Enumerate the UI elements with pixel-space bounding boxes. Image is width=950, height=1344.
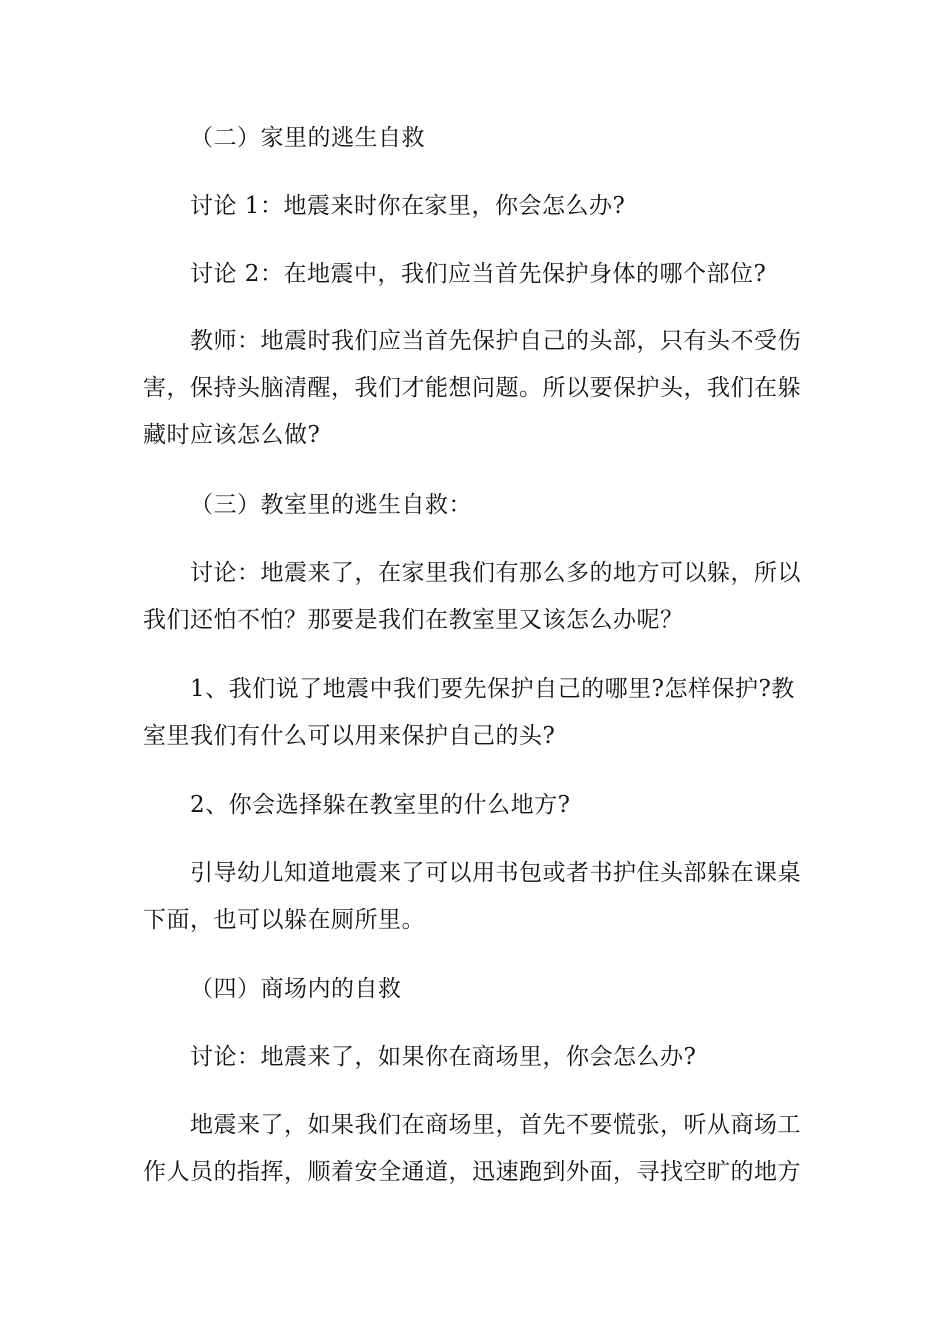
discussion-mall: 讨论：地震来了，如果你在商场里，你会怎么办?: [190, 1044, 697, 1070]
guidance-paragraph: 引导幼儿知道地震来了可以用书包或者书护住头部躲在课桌下面，也可以躲在厕所里。: [143, 860, 801, 933]
teacher-paragraph: 教师：地震时我们应当首先保护自己的头部，只有头不受伤害，保持头脑清醒，我们才能想问题。所以要保护头，我们在躲藏时应该怎么做?: [143, 328, 801, 448]
section-heading-classroom: （三）教室里的逃生自救：: [190, 492, 472, 518]
section-heading-home: （二）家里的逃生自救: [190, 125, 425, 151]
mall-paragraph: 地震来了，如果我们在商场里，首先不要慌张，听从商场工作人员的指挥，顺着安全通道，迅速跑到外面，寻找空旷的地方: [143, 1112, 801, 1185]
discussion-2: 讨论 2：在地震中，我们应当首先保护身体的哪个部位?: [190, 261, 767, 287]
discussion-classroom: 讨论：地震来了，在家里我们有那么多的地方可以躲，所以我们还怕不怕？那要是我们在教室里又该怎么办呢？: [143, 560, 801, 633]
discussion-1: 讨论 1：地震来时你在家里，你会怎么办?: [190, 193, 626, 219]
question-2: 2、你会选择躲在教室里的什么地方?: [190, 792, 571, 818]
question-1: 1、我们说了地震中我们要先保护自己的哪里?怎样保护?教室里我们有什么可以用来保护自己的头?: [143, 676, 795, 749]
section-heading-mall: （四）商场内的自救: [190, 976, 402, 1002]
